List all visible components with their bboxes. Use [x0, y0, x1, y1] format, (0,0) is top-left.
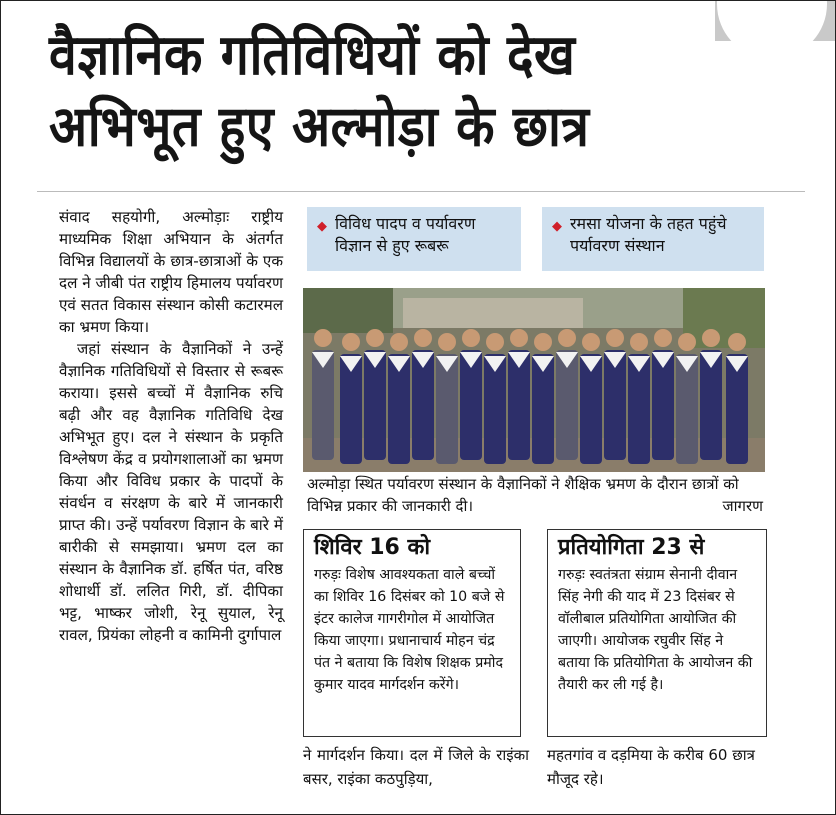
caption-text: अल्मोड़ा स्थित पर्यावरण संस्थान के वैज्ञानिकों ने शैक्षिक भ्रमण के दौरान छात्रों को विभिन्न प्रकार की जानकारी दी।	[307, 475, 739, 515]
headline	[49, 19, 809, 162]
box-body: गरुड़ः विशेष आवश्यकता वाले बच्चों का शिविर 16 दिसंबर को 10 बजे से इंटर कालेज गागरीगोल में आयोजित किया जाएगा। प्रधानाचार्य मोहन चंद्र पंत ने बताया कि विशेष शिक्षक प्रमोद कुमार यादव मार्गदर्शन करेंगे।	[314, 567, 505, 693]
box-title: शिविर 16 को	[314, 535, 431, 560]
photo-figure-head	[702, 329, 720, 347]
box-title: प्रतियोगिता 23 से	[558, 535, 705, 560]
highlight-box-2	[542, 207, 764, 271]
story-continuation-2: महतगांव व दड़मिया के करीब 60 छात्र मौजूद रहे।	[547, 746, 755, 788]
photo-figure-head	[582, 333, 600, 351]
news-box-camp	[303, 529, 521, 737]
photo-figure-head	[558, 329, 576, 347]
story-paragraph-1: संवाद सहयोगी, अल्मोड़ाः राष्ट्रीय माध्यमिक शिक्षा अभियान के अंतर्गत विभिन्न विद्यालयों के छात्र-छात्राओं के एक दल ने जीबी पंत राष्ट्रीय हिमालय पर्यावरण एवं सतत विकास संस्थान कोसी कटारमल का भ्रमण किया।	[59, 208, 283, 336]
photo-figure-head	[510, 329, 528, 347]
photo-caption	[307, 473, 767, 517]
highlight-text: रमसा योजना के तहत पहुंचे पर्यावरण संस्थान	[570, 214, 727, 255]
photo-figure-head	[342, 333, 360, 351]
headline-line-2: अभिभूत हुए अल्मोड़ा के छात्र	[49, 94, 590, 159]
photo-figure-head	[314, 329, 332, 347]
photo-figure-head	[462, 329, 480, 347]
box-body: गरुड़ः स्वतंत्रता संग्राम सेनानी दीवान सिंह नेगी की याद में 23 दिसंबर से वॉलीबाल प्रतियोगिता आयोजित की जाएगी। आयोजक रघुवीर सिंह ने बताया कि प्रतियोगिता के आयोजन की तैयारी कर ली गई है।	[558, 567, 753, 693]
bullet-diamond-icon: ◆	[317, 219, 327, 234]
group-photo	[303, 288, 765, 472]
story-paragraph-2: जहां संस्थान के वैज्ञानिकों ने उन्हें वैज्ञानिक गतिविधियों से विस्तार से रूबरू कराया। इससे बच्चों में वैज्ञानिक रुचि बढ़ी और वह वैज्ञानिक गतिविधि देख अभिभूत हुए। दल ने संस्थान के प्रकृति विश्लेषण केंद्र व प्रयोगशालाओं का भ्रमण किया और विविध प्रकार के पादपों के संवर्धन व संरक्षण के बारे में जानकारी प्राप्त की। उन्हें पर्यावरण विज्ञान के बारे में बारीकी से समझाया। भ्रमण दल का संस्थान के वैज्ञानिक डॉ. हर्षित पंत, वरिष्ठ शोधार्थी डॉ. ललित गिरी, डॉ. दीपिका भट्ट, भाष्कर जोशी, रेनू सुयाल, रेनू रावल, प्रियंका लोहनी व कामिनी दुर्गापाल	[59, 340, 283, 644]
bullet-diamond-icon: ◆	[552, 219, 562, 234]
highlight-box-1	[307, 207, 521, 271]
photo-figure-head	[486, 333, 504, 351]
photo-figure-head	[414, 329, 432, 347]
main-story-column	[59, 206, 283, 646]
photo-figure-head	[630, 333, 648, 351]
photo-figure-head	[534, 333, 552, 351]
photo-figure-head	[678, 333, 696, 351]
headline-divider	[37, 191, 805, 192]
headline-line-1: वैज्ञानिक गतिविधियों को देख	[49, 22, 576, 88]
highlight-text: विविध पादप व पर्यावरण विज्ञान से हुए रूबरू	[335, 214, 476, 255]
story-continuation-1: ने मार्गदर्शन किया। दल में जिले के राइंका बसर, राइंका कठपुड़िया,	[303, 746, 529, 788]
photo-figure-head	[438, 333, 456, 351]
news-box-competition	[547, 529, 767, 737]
photo-figure-head	[654, 329, 672, 347]
photo-figure-head	[366, 329, 384, 347]
photo-figure-head	[728, 333, 746, 351]
students-photo-illustration	[303, 288, 765, 472]
photo-credit: जागरण	[722, 497, 763, 515]
photo-figure-head	[390, 333, 408, 351]
photo-figure-head	[606, 329, 624, 347]
